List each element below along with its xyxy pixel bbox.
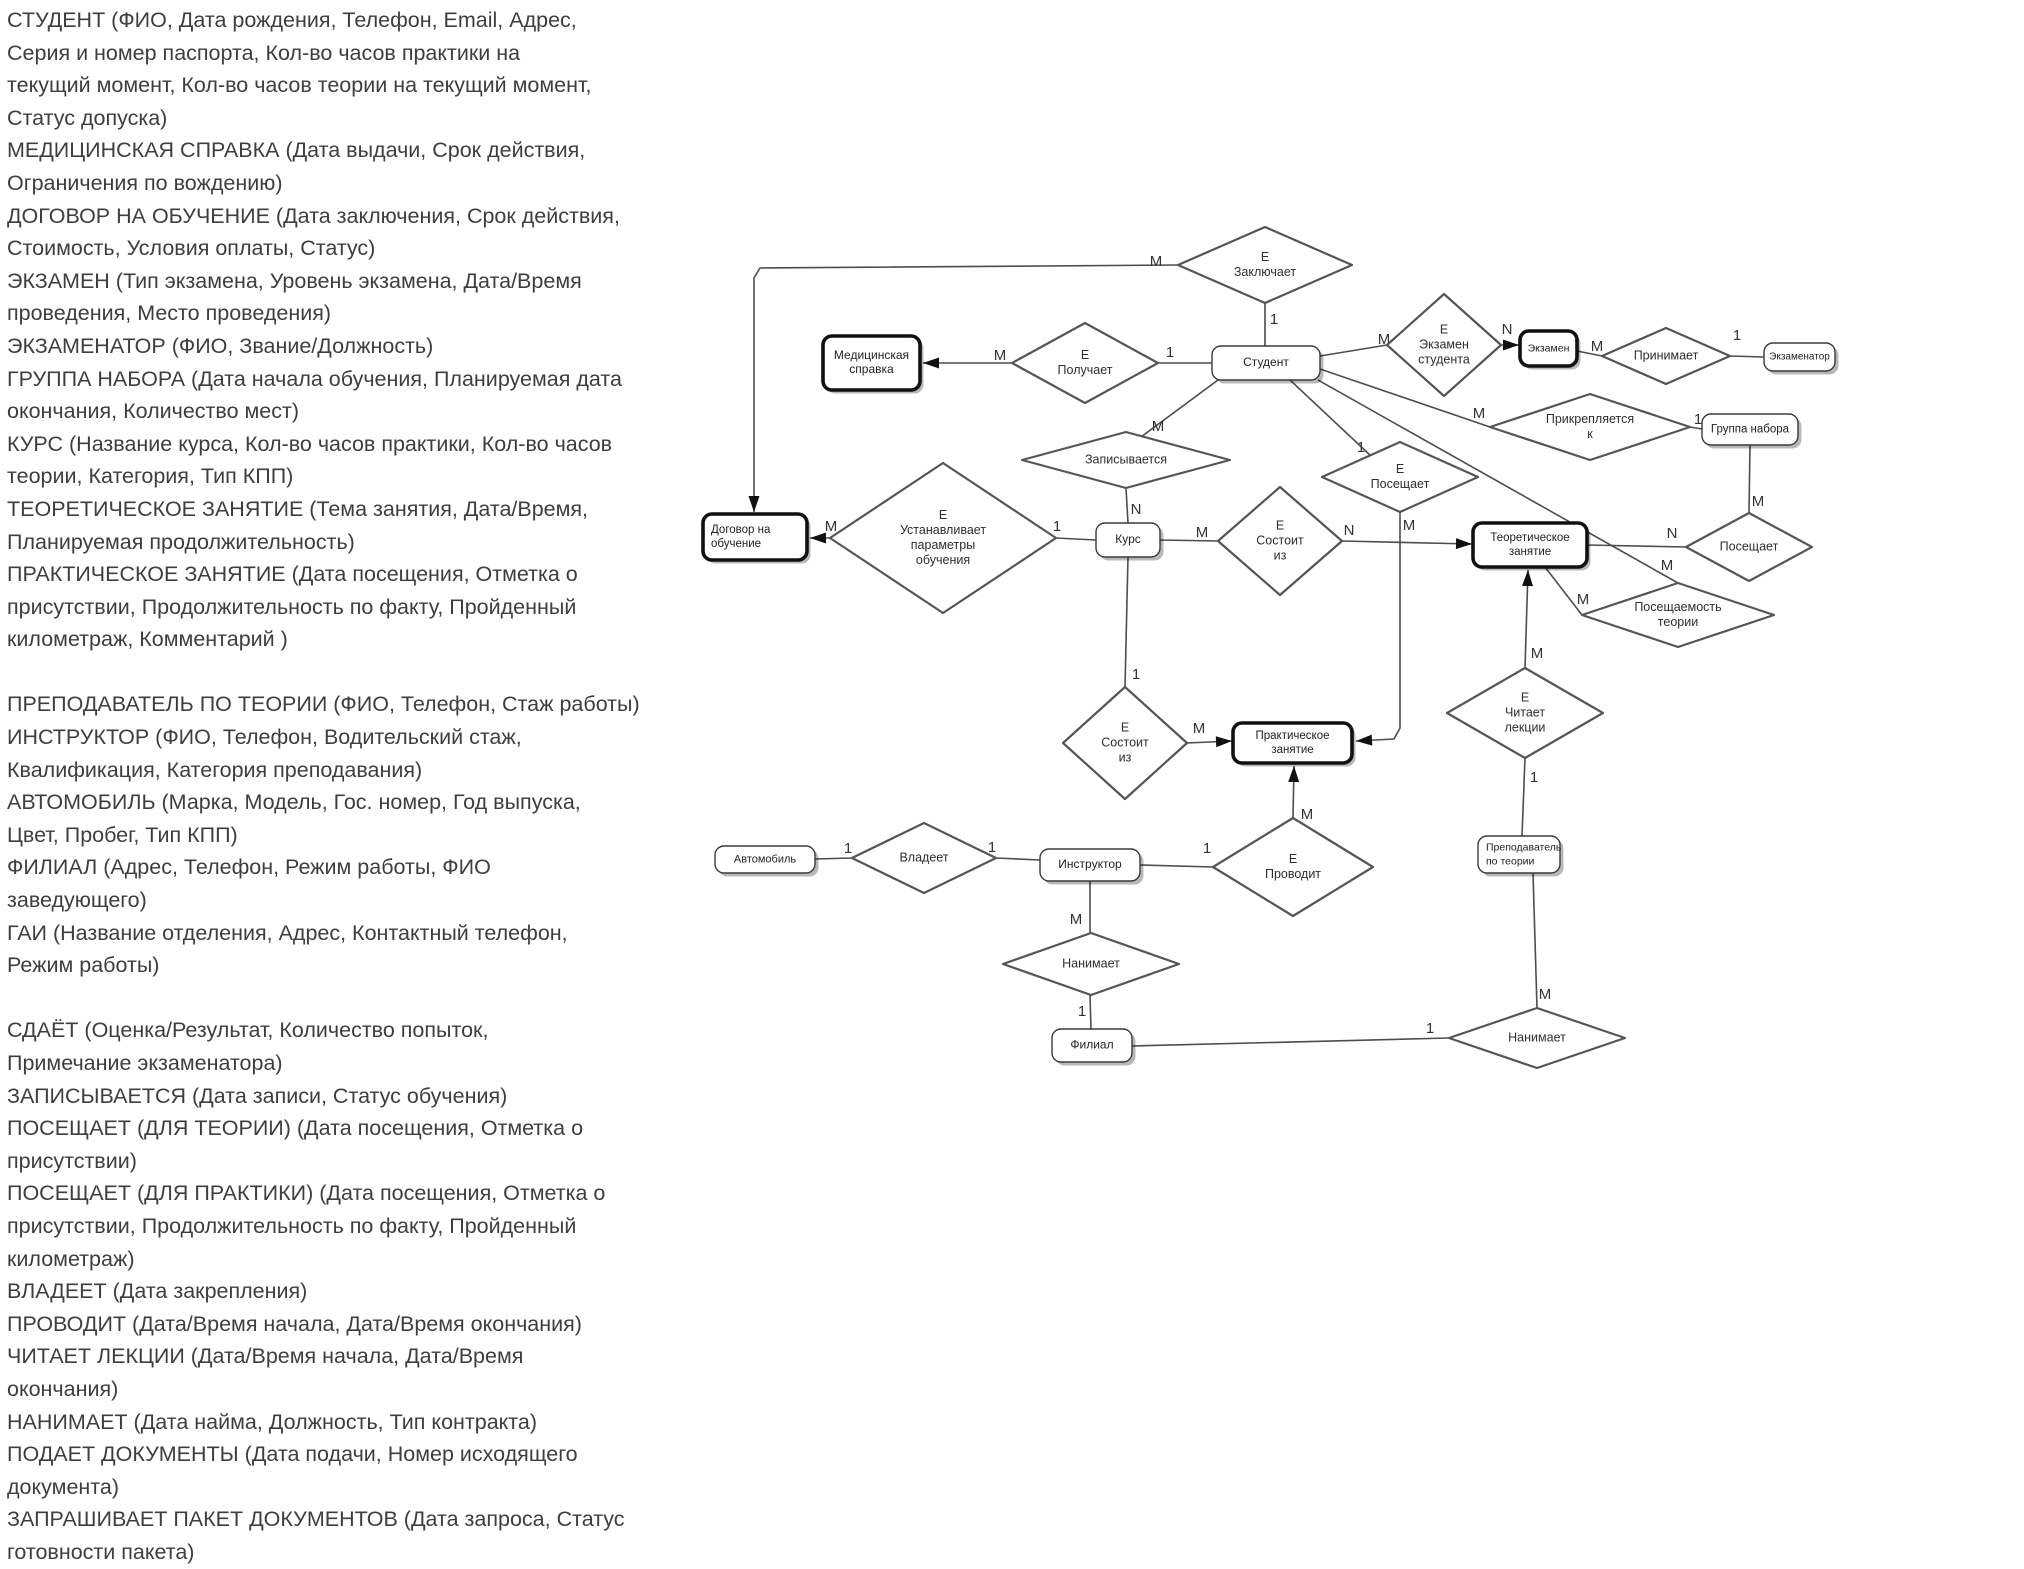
relationship-label: из bbox=[1118, 750, 1132, 765]
cardinality-label: 1 bbox=[843, 839, 853, 857]
relationship-label: Посещаемость bbox=[1634, 599, 1722, 614]
attribute-line: ЗАПИСЫВАЕТСЯ (Дата записи, Статус обучения) bbox=[7, 1083, 508, 1108]
relationship-chitaet-lekcii bbox=[1447, 668, 1603, 758]
entity-kurs bbox=[1096, 523, 1164, 561]
edge bbox=[1320, 331, 1390, 356]
relationship-label: Нанимает bbox=[1062, 956, 1120, 971]
relationship-nanimaet-1 bbox=[1003, 933, 1179, 995]
attribute-line: ПРОВОДИТ (Дата/Время начала, Дата/Время окончания) bbox=[7, 1311, 582, 1336]
entity-label: Договор на bbox=[711, 524, 771, 537]
entity-prepod-teorii bbox=[1478, 836, 1564, 877]
relationship-label: Читает bbox=[1504, 705, 1546, 720]
cardinality-label: 1 bbox=[987, 838, 997, 856]
attribute-line: теории, Категория, Тип КПП) bbox=[7, 464, 294, 489]
attribute-line: ЭКЗАМЕН (Тип экзамена, Уровень экзамена, Дата/Время bbox=[7, 268, 582, 293]
relationship-label: студента bbox=[1418, 352, 1470, 367]
cardinality-label: 1 bbox=[1052, 517, 1062, 535]
cardinality-label: М bbox=[1300, 805, 1314, 823]
relationship-label: Е bbox=[1288, 851, 1298, 866]
edge bbox=[1522, 570, 1543, 668]
cardinality-label: М bbox=[1151, 417, 1165, 435]
cardinality-label: 1 bbox=[1131, 665, 1141, 683]
relationship-poseshchaemost-teorii bbox=[1582, 583, 1774, 647]
attribute-line: ПОСЕЩАЕТ (ДЛЯ ТЕОРИИ) (Дата посещения, Отметка о bbox=[7, 1116, 584, 1141]
edge bbox=[1690, 411, 1702, 429]
attribute-line: Режим работы) bbox=[7, 953, 160, 978]
entity-instruktor bbox=[1040, 849, 1144, 885]
entity-avtomobil bbox=[715, 846, 819, 877]
entity-label: Студент bbox=[1243, 355, 1289, 370]
arrowhead-icon bbox=[1456, 538, 1472, 549]
attribute-line: КУРС (Название курса, Кол-во часов практики, Кол-во часов bbox=[7, 431, 613, 456]
relationship-nanimaet-2 bbox=[1449, 1008, 1625, 1068]
attribute-line: Примечание экзаменатора) bbox=[7, 1051, 283, 1075]
cardinality-label: М bbox=[1590, 337, 1604, 355]
cardinality-label: М bbox=[1538, 985, 1552, 1003]
relationship-label: Е bbox=[1395, 461, 1405, 476]
attribute-line: документа) bbox=[7, 1474, 119, 1499]
entity-med-spravka bbox=[823, 336, 924, 394]
relationship-zaklyuchaet bbox=[1178, 227, 1352, 303]
edge bbox=[815, 840, 852, 859]
entity-label: по теории bbox=[1486, 855, 1535, 868]
edge bbox=[1356, 512, 1415, 746]
arrowhead-icon bbox=[1288, 766, 1299, 782]
attribute-line: готовности пакета) bbox=[7, 1539, 195, 1564]
attribute-line: ГАИ (Название отделения, Адрес, Контактный телефон, bbox=[7, 920, 568, 945]
edge bbox=[923, 347, 1012, 369]
entity-prakt-zanyatie bbox=[1233, 723, 1356, 767]
attribute-line: Квалификация, Категория преподавания) bbox=[7, 757, 423, 782]
entity-label: Теоретическое bbox=[1490, 532, 1570, 545]
edge bbox=[1158, 344, 1212, 363]
cardinality-label: М bbox=[1377, 330, 1391, 348]
arrowhead-icon bbox=[1503, 340, 1519, 351]
cardinality-label: N bbox=[1501, 320, 1513, 338]
cardinality-label: М bbox=[1751, 492, 1765, 510]
arrowhead-icon bbox=[1216, 736, 1232, 747]
relationship-prikreplyaetsya bbox=[1490, 394, 1690, 460]
attribute-line: текущий момент, Кол-во часов теории на текущий момент, bbox=[7, 73, 592, 98]
attribute-line: ЗАПРАШИВАЕТ ПАКЕТ ДОКУМЕНТОВ (Дата запроса, Статус bbox=[7, 1507, 625, 1532]
edge bbox=[1070, 881, 1090, 933]
relationship-poseshchaet-g bbox=[1686, 513, 1812, 581]
cardinality-label: М bbox=[1472, 404, 1486, 422]
attribute-line: ПОДАЕТ ДОКУМЕНТЫ (Дата подачи, Номер исходящего bbox=[7, 1442, 578, 1467]
edge bbox=[1078, 995, 1091, 1029]
relationship-label: Состоит bbox=[1101, 735, 1149, 750]
entity-label: Медицинская bbox=[833, 348, 910, 363]
relationship-label: Е bbox=[938, 507, 948, 522]
attribute-line: присутствии, Продолжительность по факту, Пройденный bbox=[7, 1213, 577, 1238]
edge bbox=[1288, 766, 1313, 823]
edge bbox=[1160, 524, 1218, 541]
entity-label: занятие bbox=[1271, 744, 1314, 757]
entity-filial bbox=[1052, 1029, 1136, 1066]
relationship-label: обучения bbox=[915, 552, 971, 567]
relationship-label: Е bbox=[1080, 347, 1090, 362]
edge bbox=[1501, 321, 1519, 351]
entity-ekzamenator bbox=[1764, 343, 1839, 375]
attribute-line: километраж) bbox=[7, 1246, 135, 1271]
relationship-sostoit-iz-1 bbox=[1218, 487, 1342, 595]
relationship-label: Посещает bbox=[1719, 539, 1779, 554]
cardinality-label: 1 bbox=[1269, 310, 1279, 328]
attribute-line: ПОСЕЩАЕТ (ДЛЯ ПРАКТИКИ) (Дата посещения, Отметка о bbox=[7, 1181, 606, 1206]
attribute-line: ТЕОРЕТИЧЕСКОЕ ЗАНЯТИЕ (Тема занятия, Дата/Время, bbox=[7, 496, 589, 521]
entity-label: обучение bbox=[711, 538, 762, 551]
cardinality-label: N bbox=[1666, 524, 1678, 542]
attribute-line: ФИЛИАЛ (Адрес, Телефон, Режим работы, ФИО bbox=[7, 855, 491, 880]
edge bbox=[1290, 380, 1371, 456]
edge bbox=[1545, 567, 1589, 615]
edge bbox=[1126, 488, 1141, 523]
edge bbox=[1125, 557, 1140, 687]
arrowhead-icon bbox=[923, 358, 939, 369]
attribute-line: НАНИМАЕТ (Дата найма, Должность, Тип контракта) bbox=[7, 1409, 538, 1434]
cardinality-label: М bbox=[1149, 252, 1163, 270]
entity-label: Экзамен bbox=[1527, 342, 1570, 355]
relationship-label: к bbox=[1587, 426, 1593, 441]
entity-gruppa-nabora bbox=[1702, 414, 1802, 449]
attribute-line: ГРУППА НАБОРА (Дата начала обучения, Планируемая дата bbox=[7, 366, 622, 391]
cardinality-label: М bbox=[1069, 910, 1083, 928]
edge bbox=[1141, 380, 1218, 437]
arrowhead-icon bbox=[749, 496, 760, 512]
cardinality-label: 1 bbox=[1425, 1019, 1435, 1037]
attribute-line: СТУДЕНТ (ФИО, Дата рождения, Телефон, Email, Адрес, bbox=[7, 8, 577, 32]
arrowhead-icon bbox=[810, 533, 826, 544]
cardinality-label: 1 bbox=[1732, 326, 1742, 344]
attribute-line: Планируемая продолжительность) bbox=[7, 529, 355, 554]
cardinality-label: 1 bbox=[1202, 839, 1212, 857]
attribute-line: СДАЁТ (Оценка/Результат, Количество попыток, bbox=[7, 1018, 489, 1043]
attribute-line: заведующего) bbox=[7, 888, 147, 913]
cardinality-label: 1 bbox=[1356, 438, 1366, 456]
edge bbox=[1522, 758, 1538, 836]
attribute-line: окончания, Количество мест) bbox=[7, 399, 299, 424]
relationship-label: Состоит bbox=[1256, 533, 1304, 548]
relationship-poluchaet bbox=[1012, 323, 1158, 403]
edge bbox=[1730, 327, 1764, 357]
relationship-label: Записывается bbox=[1084, 452, 1168, 467]
cardinality-label: 1 bbox=[1077, 1002, 1087, 1020]
entity-teor-zanyatie bbox=[1473, 523, 1591, 571]
edge bbox=[1577, 338, 1603, 356]
entity-student bbox=[1212, 346, 1324, 384]
entity-label: Филиал bbox=[1070, 1037, 1114, 1052]
edge bbox=[1265, 303, 1278, 346]
edge bbox=[1187, 720, 1232, 747]
relationship-label: Е bbox=[1439, 322, 1449, 337]
relationship-label: Принимает bbox=[1633, 348, 1699, 363]
attribute-line: МЕДИЦИНСКАЯ СПРАВКА (Дата выдачи, Срок действия, bbox=[7, 138, 586, 163]
relationship-label: Получает bbox=[1057, 362, 1113, 377]
attribute-line: Стоимость, Условия оплаты, Статус) bbox=[7, 236, 376, 261]
cardinality-label: М bbox=[824, 517, 838, 535]
relationship-label: лекции bbox=[1504, 720, 1546, 735]
relationship-ekzamen-studenta bbox=[1387, 294, 1501, 396]
attribute-line: ДОГОВОР НА ОБУЧЕНИЕ (Дата заключения, Срок действия, bbox=[7, 203, 620, 228]
attribute-line: окончания) bbox=[7, 1376, 119, 1401]
relationship-label: Экзамен bbox=[1419, 337, 1469, 352]
relationship-label: Прикрепляется bbox=[1545, 411, 1635, 426]
cardinality-label: N bbox=[1343, 521, 1355, 539]
attribute-line: ПРЕПОДАВАТЕЛЬ ПО ТЕОРИИ (ФИО, Телефон, Стаж работы) bbox=[7, 692, 640, 717]
attribute-line: проведения, Место проведения) bbox=[7, 301, 332, 326]
entity-label: занятие bbox=[1508, 546, 1552, 559]
relationship-label: параметры bbox=[910, 537, 976, 552]
attribute-line: ЧИТАЕТ ЛЕКЦИИ (Дата/Время начала, Дата/Время bbox=[7, 1344, 524, 1369]
relationship-label: Заключает bbox=[1233, 264, 1297, 279]
cardinality-label: М bbox=[993, 346, 1007, 364]
entity-label: Преподаватель bbox=[1486, 841, 1562, 854]
cardinality-label: М bbox=[1530, 644, 1544, 662]
cardinality-label: М bbox=[1192, 719, 1206, 737]
relationship-label: Е bbox=[1260, 249, 1270, 264]
cardinality-label: 1 bbox=[1165, 343, 1175, 361]
edge bbox=[1587, 525, 1686, 547]
attribute-line: ПРАКТИЧЕСКОЕ ЗАНЯТИЕ (Дата посещения, Отметка о bbox=[7, 562, 578, 587]
entity-label: Практическое bbox=[1255, 730, 1330, 743]
cardinality-label: М bbox=[1402, 516, 1416, 534]
cardinality-label: М bbox=[1195, 523, 1209, 541]
entity-dogovor bbox=[703, 514, 811, 564]
relationship-zapisyvaetsya bbox=[1022, 432, 1230, 488]
attribute-line: АВТОМОБИЛЬ (Марка, Модель, Гос. номер, Год выпуска, bbox=[7, 790, 581, 815]
cardinality-label: М bbox=[1660, 556, 1674, 574]
cardinality-label: 1 bbox=[1693, 410, 1703, 428]
entity-label: Инструктор bbox=[1058, 857, 1122, 872]
relationship-poseshchaet-e bbox=[1322, 442, 1478, 512]
relationship-label: Проводит bbox=[1264, 866, 1322, 881]
relationship-prinimaet bbox=[1602, 328, 1730, 384]
relationship-label: теории bbox=[1657, 614, 1699, 629]
relationship-ustanavlivaet bbox=[830, 463, 1056, 613]
cardinality-label: М bbox=[1576, 590, 1590, 608]
entity-label: Экзаменатор bbox=[1769, 351, 1830, 363]
relationship-provodit bbox=[1213, 818, 1373, 916]
arrowhead-icon bbox=[1522, 570, 1533, 586]
attribute-line: ИНСТРУКТОР (ФИО, Телефон, Водительский стаж, bbox=[7, 725, 522, 750]
attribute-line: Серия и номер паспорта, Кол-во часов практики на bbox=[7, 40, 521, 65]
edge bbox=[1749, 445, 1764, 513]
attribute-line: километраж, Комментарий ) bbox=[7, 627, 288, 652]
attribute-line: присутствии, Продолжительность по факту, Пройденный bbox=[7, 594, 577, 619]
entity-label: Курс bbox=[1115, 532, 1141, 547]
edge bbox=[1053, 518, 1096, 540]
relationship-label: Е bbox=[1120, 720, 1130, 735]
relationship-label: Е bbox=[1520, 690, 1530, 705]
edge bbox=[1140, 840, 1213, 867]
entity-label: Автомобиль bbox=[733, 853, 797, 866]
relationship-sostoit-iz-2 bbox=[1063, 687, 1187, 799]
arrowhead-icon bbox=[1356, 735, 1372, 746]
attribute-line: Ограничения по вождению) bbox=[7, 170, 283, 195]
cardinality-label: 1 bbox=[1529, 768, 1539, 786]
attribute-line: Цвет, Пробег, Тип КПП) bbox=[7, 822, 238, 847]
attribute-line: присутствии) bbox=[7, 1148, 137, 1173]
edge bbox=[1533, 873, 1551, 1008]
relationship-label: Устанавливает bbox=[899, 522, 987, 537]
relationship-label: Нанимает bbox=[1508, 1030, 1566, 1045]
attribute-line: ЭКЗАМЕНАТОР (ФИО, Звание/Должность) bbox=[7, 333, 434, 358]
cardinality-label: N bbox=[1130, 500, 1142, 518]
attribute-line: ВЛАДЕЕТ (Дата закрепления) bbox=[7, 1279, 308, 1304]
relationship-label: Е bbox=[1275, 518, 1285, 533]
relationship-label: Владеет bbox=[899, 850, 949, 865]
relationship-label: из bbox=[1273, 548, 1287, 563]
entity-ekzamen bbox=[1520, 331, 1581, 370]
relationship-vladeet bbox=[852, 823, 996, 893]
entity-label: справка bbox=[849, 362, 894, 377]
attribute-line: Статус допуска) bbox=[7, 105, 168, 130]
edge bbox=[1132, 1020, 1449, 1046]
entity-label: Группа набора bbox=[1710, 423, 1790, 436]
relationship-label: Посещает bbox=[1370, 476, 1430, 491]
